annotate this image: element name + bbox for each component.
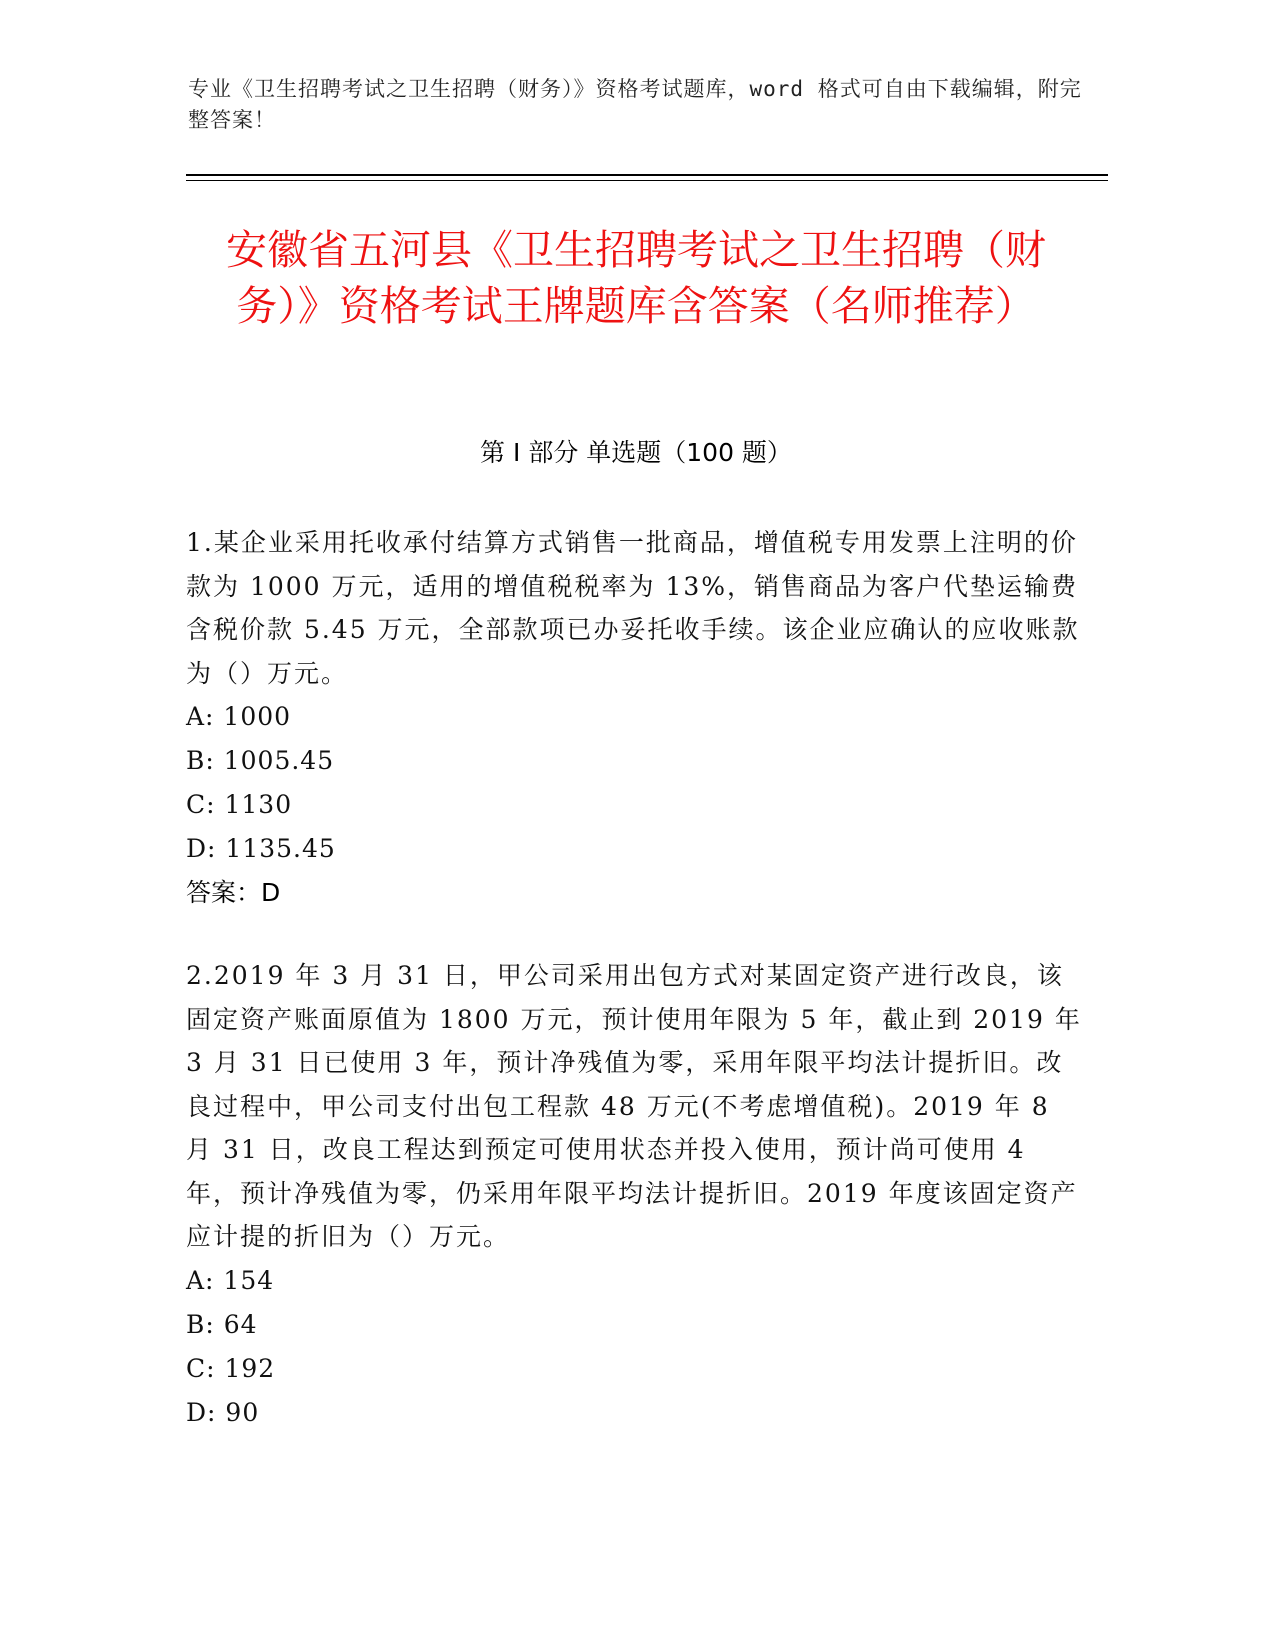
- option-c: C: 1130: [186, 790, 293, 819]
- option-b: B: 64: [186, 1309, 258, 1339]
- question-stem: 2.2019 年 3 月 31 日，甲公司采用出包方式对某固定资产进行改良，该固定资产账面原值为 1800 万元，预计使用年限为 5 年，截止到 2019 年 3 月 31 日已使用 3 年，预计净残值为零，采用年限平均法计提折旧。改良过程中，甲公司支付出包工程款 48 万元(不考虑增值税)。2019 年 8 月 31 日，改良工程达到预定可使用状态并投入使用，预计尚可使用 4 年，预计净残值为零，仍采用年限平均法计提折旧。2019 年度该固定资产应计提的折旧为（）万元。: [186, 961, 1082, 1251]
- question-2: [186, 954, 1086, 1435]
- option-a: A: 154: [186, 1265, 275, 1295]
- question-stem: 1.某企业采用托收承付结算方式销售一批商品，增值税专用发票上注明的价款为 1000 万元，适用的增值税税率为 13%，销售商品为客户代垫运输费含税价款 5.45 万元，全部款项已办妥托收手续。该企业应确认的应收账款为（）万元。: [186, 528, 1080, 688]
- option-b: B: 1005.45: [186, 746, 335, 775]
- option-d: D: 1135.45: [186, 834, 336, 863]
- section-heading: 第 I 部分 单选题（100 题）: [480, 438, 792, 467]
- header-rule-thin: [186, 180, 1108, 181]
- option-c: C: 192: [186, 1353, 276, 1383]
- question-1: [186, 521, 1086, 915]
- header-rule-thick: [186, 174, 1108, 176]
- option-a: A: 1000: [186, 702, 292, 731]
- header-note: 专业《卫生招聘考试之卫生招聘（财务）》资格考试题库，word 格式可自由下载编辑，附完整答案！: [188, 77, 1082, 132]
- option-d: D: 90: [186, 1397, 260, 1427]
- document-title: 安徽省五河县《卫生招聘考试之卫生招聘（财务）》资格考试王牌题库含答案（名师推荐）: [226, 226, 1046, 330]
- answer: 答案：D: [186, 878, 281, 907]
